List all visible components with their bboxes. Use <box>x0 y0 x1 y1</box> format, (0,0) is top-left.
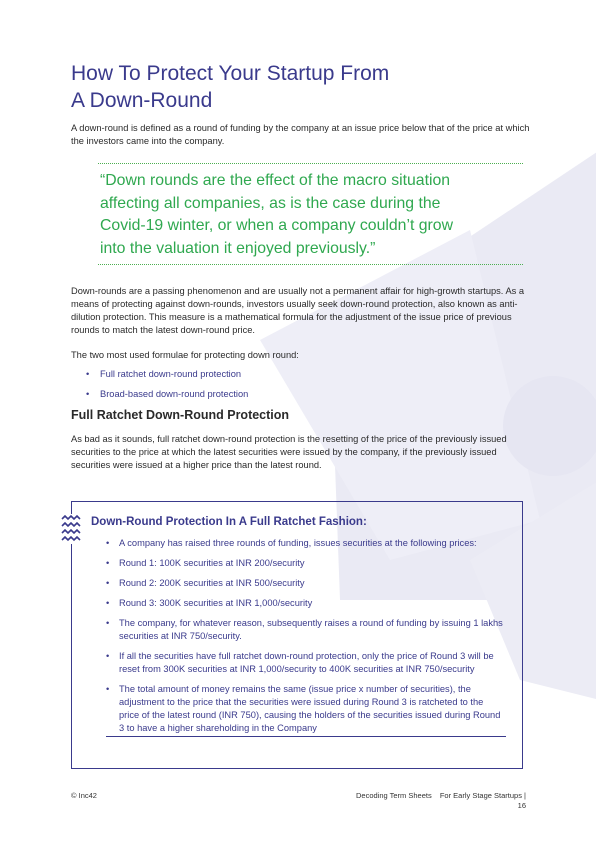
wave-icon <box>58 514 84 544</box>
formulae-intro-paragraph: The two most used formulae for protecting down round: <box>71 350 299 360</box>
list-item: • If all the securities have full ratchet down-round protection, only the price of Round 3 will be reset from 300K securities at INR 1,000/security to 400K securities at INR 750/security <box>106 650 506 676</box>
list-item: • The total amount of money remains the same (issue price x number of securities), the adjustment to the price that the securities were issued during Round 3 is ratcheted to the price of the latest round (INR 750), causing the holders of the securities issued during Round 3 to have a higher shareholding in the Company <box>106 683 506 737</box>
footer-series: For Early Stage Startups | <box>439 791 526 800</box>
footer-copyright: © Inc42 <box>71 791 97 800</box>
pull-quote-line-1: “Down rounds are the effect of the macro situation <box>100 172 451 189</box>
example-box-top-border <box>71 501 523 502</box>
list-item: • Round 1: 100K securities at INR 200/security <box>106 557 506 570</box>
page-title-line-1: How To Protect Your Startup From <box>71 62 390 85</box>
quote-divider-bottom <box>98 264 523 265</box>
list-item: • Full ratchet down-round protection <box>86 364 516 384</box>
footer-publication: Decoding Term Sheets <box>356 791 432 800</box>
intro-paragraph: A down-round is defined as a round of funding by the company at an issue price below that of the price at which the investors came into the company. <box>71 123 530 146</box>
formulae-list <box>86 364 516 404</box>
section-heading: Full Ratchet Down-Round Protection <box>71 408 290 422</box>
list-item: • A company has raised three rounds of funding, issues securities at the following prices: <box>106 537 506 550</box>
down-round-paragraph: Down-rounds are a passing phenomenon and are usually not a permanent affair for high-growth startups. As a means of protecting against down-rounds, investors usually seek down-round protection, also known as anti-dilution protection. This measure is a mathematical formula for the adjustment of the issue price of previous rounds to match the latest down-round price. <box>71 286 525 335</box>
list-item: • Broad-based down-round protection <box>86 384 516 404</box>
example-list <box>106 537 506 744</box>
page-title <box>71 60 531 114</box>
quote-divider-top <box>98 163 523 164</box>
list-item: • The company, for whatever reason, subsequently raises a round of funding by issuing 1 lakhs securities at INR 750/security. <box>106 617 506 643</box>
page-number: 16 <box>517 801 526 810</box>
list-item: • Round 2: 200K securities at INR 500/security <box>106 577 506 590</box>
full-ratchet-paragraph: As bad as it sounds, full ratchet down-round protection is the resetting of the price of the previously issued securities to the price at which the latest securities were issued by the company, if the previously issued securities were issued at a higher price than the latest round. <box>71 434 507 470</box>
pull-quote-line-2: affecting all companies, as is the case during the <box>100 194 441 212</box>
pull-quote-line-3: Covid-19 winter, or when a company couldn’t grow <box>100 217 453 234</box>
pull-quote <box>100 170 520 260</box>
page-title-line-2: A Down-Round <box>71 89 213 112</box>
footer-info <box>338 791 526 811</box>
list-item: • Round 3: 300K securities at INR 1,000/security <box>106 597 506 610</box>
pull-quote-line-4: into the valuation it enjoyed previously.” <box>100 239 376 257</box>
example-box-title: Down-Round Protection In A Full Ratchet Fashion: <box>91 516 367 528</box>
